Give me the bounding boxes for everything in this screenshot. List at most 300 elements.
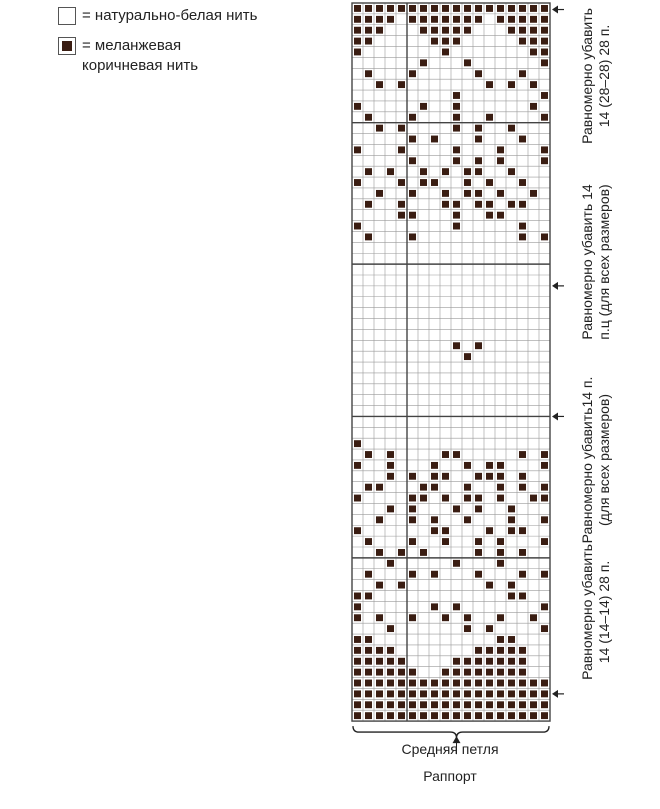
- brown-stitch: [475, 495, 482, 502]
- brown-stitch: [519, 647, 526, 654]
- side-label-4: Равномерно убавить 14 (28–28) 28 п.: [579, 8, 612, 144]
- brown-stitch: [453, 125, 460, 132]
- brown-stitch: [365, 712, 372, 719]
- brown-stitch: [497, 549, 504, 556]
- brown-stitch: [398, 712, 405, 719]
- brown-stitch: [365, 233, 372, 240]
- brown-stitch: [519, 690, 526, 697]
- brown-stitch: [398, 81, 405, 88]
- brown-stitch: [409, 538, 416, 545]
- brown-stitch: [442, 190, 449, 197]
- brown-stitch: [541, 484, 548, 491]
- brown-stitch: [519, 712, 526, 719]
- brown-stitch: [431, 701, 438, 708]
- brown-stitch: [354, 712, 361, 719]
- brown-stitch: [354, 462, 361, 469]
- brown-stitch: [541, 38, 548, 45]
- brown-stitch: [541, 5, 548, 12]
- brown-stitch: [409, 680, 416, 687]
- brown-stitch: [409, 136, 416, 143]
- brown-stitch: [376, 712, 383, 719]
- brown-stitch: [354, 16, 361, 23]
- brown-stitch: [530, 190, 537, 197]
- brown-stitch: [354, 701, 361, 708]
- brown-stitch: [387, 647, 394, 654]
- brown-stitch: [398, 690, 405, 697]
- brown-stitch: [354, 103, 361, 110]
- brown-stitch: [530, 495, 537, 502]
- brown-stitch: [453, 560, 460, 567]
- brown-stitch: [497, 5, 504, 12]
- side-label-1: Равномерно убавить 14 (14–14) 28 п.: [579, 544, 612, 680]
- brown-stitch: [519, 233, 526, 240]
- brown-stitch: [409, 114, 416, 121]
- brown-stitch: [365, 451, 372, 458]
- brown-stitch: [376, 701, 383, 708]
- brown-stitch: [365, 70, 372, 77]
- brown-stitch: [376, 549, 383, 556]
- brown-stitch: [365, 16, 372, 23]
- brown-stitch: [519, 571, 526, 578]
- brown-stitch: [519, 473, 526, 480]
- side-label-2: Равномерно убавить14 п. (для всех размеров): [579, 376, 612, 544]
- brown-stitch: [464, 179, 471, 186]
- brown-stitch: [497, 701, 504, 708]
- brown-stitch: [519, 27, 526, 34]
- brown-stitch: [442, 168, 449, 175]
- brown-stitch: [387, 462, 394, 469]
- brown-stitch: [475, 571, 482, 578]
- brown-stitch: [519, 669, 526, 676]
- brown-stitch: [409, 70, 416, 77]
- brown-stitch: [442, 712, 449, 719]
- brown-stitch: [398, 669, 405, 676]
- brown-stitch: [508, 168, 515, 175]
- brown-stitch: [453, 92, 460, 99]
- brown-stitch: [464, 27, 471, 34]
- brown-stitch: [387, 451, 394, 458]
- brown-stitch: [376, 669, 383, 676]
- brown-stitch: [420, 168, 427, 175]
- legend-label-white: = натурально-белая нить: [82, 7, 258, 24]
- brown-stitch: [398, 201, 405, 208]
- brown-stitch: [365, 701, 372, 708]
- brown-stitch: [475, 136, 482, 143]
- brown-stitch: [420, 59, 427, 66]
- brown-stitch: [453, 103, 460, 110]
- brown-stitch: [453, 38, 460, 45]
- brown-stitch: [464, 690, 471, 697]
- brown-stitch: [508, 690, 515, 697]
- brown-stitch: [431, 516, 438, 523]
- brown-stitch: [486, 114, 493, 121]
- brown-stitch: [453, 114, 460, 121]
- brown-stitch: [530, 81, 537, 88]
- brown-stitch: [464, 190, 471, 197]
- brown-stitch: [354, 647, 361, 654]
- brown-stitch: [541, 59, 548, 66]
- brown-stitch: [354, 223, 361, 230]
- brown-stitch: [376, 190, 383, 197]
- brown-stitch: [431, 179, 438, 186]
- brown-stitch: [409, 5, 416, 12]
- repeat-label: Раппорт: [423, 768, 477, 784]
- brown-stitch: [464, 5, 471, 12]
- brown-stitch: [530, 680, 537, 687]
- brown-stitch: [508, 125, 515, 132]
- brown-stitch: [387, 625, 394, 632]
- brown-stitch: [530, 614, 537, 621]
- brown-stitch: [541, 603, 548, 610]
- brown-stitch: [464, 680, 471, 687]
- brown-stitch: [486, 582, 493, 589]
- brown-stitch: [365, 168, 372, 175]
- brown-stitch: [387, 669, 394, 676]
- brown-stitch: [365, 669, 372, 676]
- brown-stitch: [376, 125, 383, 132]
- brown-stitch: [354, 146, 361, 153]
- brown-stitch: [497, 16, 504, 23]
- brown-stitch: [442, 5, 449, 12]
- brown-stitch: [409, 212, 416, 219]
- brown-stitch: [442, 495, 449, 502]
- brown-stitch: [453, 212, 460, 219]
- brown-stitch: [442, 538, 449, 545]
- brown-stitch: [541, 451, 548, 458]
- brown-stitch: [365, 5, 372, 12]
- brown-stitch: [497, 636, 504, 643]
- brown-stitch: [508, 582, 515, 589]
- brown-stitch: [409, 495, 416, 502]
- brown-stitch: [497, 157, 504, 164]
- brown-stitch: [519, 701, 526, 708]
- side-label-3: Равномерно убавить 14 п.ц (для всех размеров): [579, 184, 612, 340]
- brown-stitch: [365, 27, 372, 34]
- brown-stitch: [442, 701, 449, 708]
- brown-stitch: [398, 5, 405, 12]
- brown-stitch: [453, 342, 460, 349]
- brown-stitch: [431, 5, 438, 12]
- brown-stitch: [519, 223, 526, 230]
- brown-stitch: [420, 484, 427, 491]
- brown-stitch: [486, 625, 493, 632]
- brown-stitch: [486, 5, 493, 12]
- brown-stitch: [431, 136, 438, 143]
- brown-stitch: [453, 701, 460, 708]
- brown-stitch: [387, 680, 394, 687]
- brown-stitch: [486, 527, 493, 534]
- brown-stitch: [464, 353, 471, 360]
- brown-stitch: [409, 614, 416, 621]
- brown-stitch: [442, 527, 449, 534]
- brown-stitch: [442, 473, 449, 480]
- brown-stitch: [519, 38, 526, 45]
- brown-stitch: [442, 669, 449, 676]
- brown-stitch: [409, 571, 416, 578]
- brown-stitch: [497, 212, 504, 219]
- brown-stitch: [519, 5, 526, 12]
- brown-stitch: [541, 538, 548, 545]
- brown-stitch: [530, 712, 537, 719]
- brown-stitch: [453, 680, 460, 687]
- brown-stitch: [409, 701, 416, 708]
- brown-stitch: [409, 669, 416, 676]
- brown-stitch: [486, 680, 493, 687]
- brown-stitch: [409, 190, 416, 197]
- brown-stitch: [420, 495, 427, 502]
- brown-stitch: [387, 690, 394, 697]
- brown-stitch: [475, 701, 482, 708]
- brown-stitch: [508, 712, 515, 719]
- brown-stitch: [376, 658, 383, 665]
- brown-stitch: [420, 701, 427, 708]
- brown-stitch: [486, 647, 493, 654]
- brown-stitch: [409, 16, 416, 23]
- brown-stitch: [420, 179, 427, 186]
- brown-stitch: [541, 27, 548, 34]
- brown-stitch: [453, 505, 460, 512]
- brown-stitch: [497, 495, 504, 502]
- brown-stitch: [398, 549, 405, 556]
- brown-stitch: [387, 168, 394, 175]
- brown-stitch: [508, 201, 515, 208]
- brown-stitch: [486, 690, 493, 697]
- brown-stitch: [519, 658, 526, 665]
- brown-stitch: [541, 571, 548, 578]
- brown-stitch: [508, 16, 515, 23]
- brown-stitch: [541, 625, 548, 632]
- brown-stitch: [409, 157, 416, 164]
- brown-stitch: [497, 647, 504, 654]
- brown-stitch: [541, 516, 548, 523]
- brown-stitch: [442, 690, 449, 697]
- brown-stitch: [431, 527, 438, 534]
- brown-stitch: [376, 27, 383, 34]
- brown-stitch: [486, 179, 493, 186]
- brown-stitch: [519, 593, 526, 600]
- brown-stitch: [508, 636, 515, 643]
- brown-stitch: [530, 690, 537, 697]
- legend-label-brown: = меланжевая коричневая нить: [82, 37, 199, 74]
- brown-stitch: [475, 658, 482, 665]
- brown-stitch: [530, 103, 537, 110]
- brown-stitch: [398, 179, 405, 186]
- brown-stitch: [398, 680, 405, 687]
- brown-stitch: [464, 669, 471, 676]
- brown-stitch: [519, 179, 526, 186]
- brown-stitch: [376, 484, 383, 491]
- brown-stitch: [354, 614, 361, 621]
- brown-stitch: [365, 571, 372, 578]
- brown-stitch: [365, 538, 372, 545]
- brown-stitch: [453, 658, 460, 665]
- brown-stitch: [387, 712, 394, 719]
- brown-stitch: [541, 680, 548, 687]
- brown-stitch: [497, 560, 504, 567]
- brown-stitch: [464, 712, 471, 719]
- brown-stitch: [497, 462, 504, 469]
- brown-stitch: [398, 146, 405, 153]
- brown-stitch: [409, 516, 416, 523]
- brown-stitch: [541, 92, 548, 99]
- brown-stitch: [508, 593, 515, 600]
- brown-stitch: [431, 27, 438, 34]
- brown-stitch: [431, 571, 438, 578]
- brown-stitch: [442, 16, 449, 23]
- brown-stitch: [409, 505, 416, 512]
- brown-stitch: [508, 669, 515, 676]
- brown-stitch: [420, 16, 427, 23]
- brown-stitch: [497, 538, 504, 545]
- brown-stitch: [354, 49, 361, 56]
- brown-stitch: [475, 549, 482, 556]
- brown-stitch: [442, 680, 449, 687]
- brown-stitch: [475, 201, 482, 208]
- center-stitch-label: Средняя петля: [401, 741, 499, 757]
- brown-stitch: [431, 38, 438, 45]
- brown-stitch: [497, 712, 504, 719]
- brown-stitch: [464, 484, 471, 491]
- brown-stitch: [453, 712, 460, 719]
- brown-stitch: [409, 712, 416, 719]
- brown-stitch: [475, 190, 482, 197]
- brown-stitch: [431, 690, 438, 697]
- brown-stitch: [486, 701, 493, 708]
- brown-stitch: [354, 690, 361, 697]
- brown-stitch: [475, 505, 482, 512]
- brown-stitch: [475, 342, 482, 349]
- brown-stitch: [365, 680, 372, 687]
- arrow-head-icon: [552, 282, 558, 290]
- brown-stitch: [486, 462, 493, 469]
- brown-stitch: [398, 701, 405, 708]
- brown-stitch: [464, 614, 471, 621]
- brown-stitch: [442, 38, 449, 45]
- brown-stitch: [464, 495, 471, 502]
- brown-stitch: [541, 16, 548, 23]
- brown-stitch: [354, 680, 361, 687]
- brown-stitch: [431, 473, 438, 480]
- brown-stitch: [541, 701, 548, 708]
- brown-stitch: [453, 223, 460, 230]
- brown-stitch: [354, 495, 361, 502]
- brown-stitch: [541, 146, 548, 153]
- brown-stitch: [530, 16, 537, 23]
- brown-stitch: [431, 680, 438, 687]
- brown-stitch: [464, 658, 471, 665]
- brown-stitch: [508, 527, 515, 534]
- brown-stitch: [442, 49, 449, 56]
- brown-stitch: [475, 473, 482, 480]
- brown-stitch: [365, 636, 372, 643]
- brown-stitch: [398, 658, 405, 665]
- brown-stitch: [530, 5, 537, 12]
- brown-stitch: [365, 201, 372, 208]
- brown-stitch: [431, 462, 438, 469]
- arrow-head-icon: [552, 412, 558, 420]
- brown-stitch: [354, 179, 361, 186]
- brown-stitch: [519, 70, 526, 77]
- brown-stitch: [497, 690, 504, 697]
- brown-stitch: [486, 658, 493, 665]
- brown-stitch: [475, 690, 482, 697]
- brown-stitch: [409, 473, 416, 480]
- brown-stitch: [508, 701, 515, 708]
- brown-stitch: [464, 16, 471, 23]
- brown-stitch: [497, 190, 504, 197]
- brown-stitch: [365, 658, 372, 665]
- brown-stitch: [475, 712, 482, 719]
- brown-stitch: [453, 146, 460, 153]
- brown-stitch: [376, 690, 383, 697]
- brown-stitch: [387, 5, 394, 12]
- brown-stitch: [464, 701, 471, 708]
- brown-stitch: [464, 168, 471, 175]
- brown-stitch: [497, 658, 504, 665]
- brown-stitch: [387, 560, 394, 567]
- brown-stitch: [475, 16, 482, 23]
- brown-stitch: [354, 636, 361, 643]
- brown-stitch: [541, 114, 548, 121]
- brown-stitch: [475, 538, 482, 545]
- brown-stitch: [464, 516, 471, 523]
- brown-stitch: [442, 27, 449, 34]
- brown-stitch: [453, 690, 460, 697]
- brown-stitch: [508, 505, 515, 512]
- brown-stitch: [475, 669, 482, 676]
- brown-stitch: [354, 38, 361, 45]
- brown-stitch: [541, 690, 548, 697]
- brown-stitch: [541, 49, 548, 56]
- brown-stitch: [420, 5, 427, 12]
- brown-stitch: [376, 614, 383, 621]
- arrow-head-icon: [552, 6, 558, 14]
- brown-stitch: [398, 582, 405, 589]
- brown-stitch: [376, 81, 383, 88]
- brown-stitch: [464, 59, 471, 66]
- brown-stitch: [475, 70, 482, 77]
- brown-stitch: [354, 5, 361, 12]
- brown-stitch: [475, 680, 482, 687]
- brown-stitch: [354, 603, 361, 610]
- brown-stitch: [376, 5, 383, 12]
- brown-stitch: [519, 451, 526, 458]
- brown-stitch: [398, 212, 405, 219]
- brown-stitch: [365, 593, 372, 600]
- brown-stitch: [354, 27, 361, 34]
- brown-stitch: [376, 582, 383, 589]
- brown-stitch: [508, 5, 515, 12]
- brown-stitch: [420, 549, 427, 556]
- brown-stitch: [376, 647, 383, 654]
- brown-stitch: [387, 505, 394, 512]
- brown-stitch: [453, 27, 460, 34]
- brown-stitch: [376, 680, 383, 687]
- brown-stitch: [519, 136, 526, 143]
- brown-stitch: [453, 5, 460, 12]
- brown-stitch: [508, 516, 515, 523]
- brown-stitch: [486, 669, 493, 676]
- brown-stitch: [354, 440, 361, 447]
- brown-stitch: [376, 516, 383, 523]
- brown-stitch: [387, 658, 394, 665]
- brown-stitch: [519, 527, 526, 534]
- brown-stitch: [420, 103, 427, 110]
- brown-stitch: [519, 484, 526, 491]
- brown-stitch: [519, 680, 526, 687]
- brown-stitch: [497, 484, 504, 491]
- brown-stitch: [464, 462, 471, 469]
